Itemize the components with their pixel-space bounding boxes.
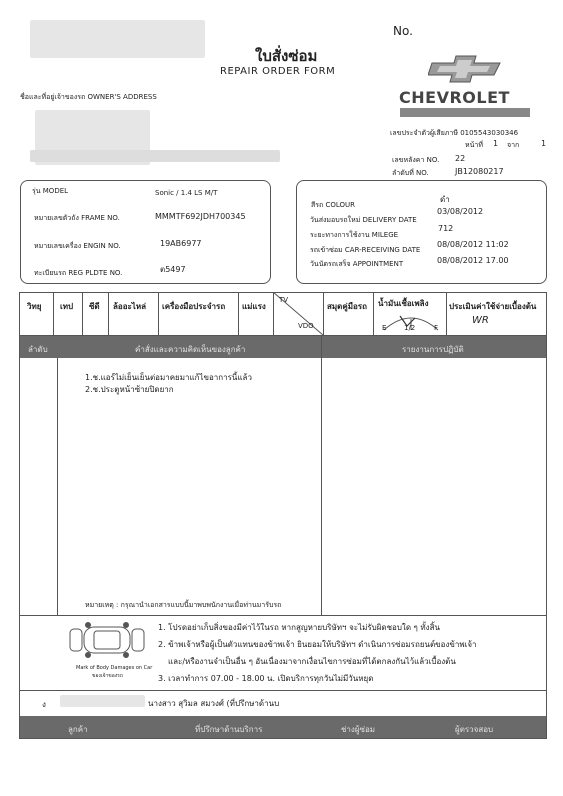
form-title-thai: ใบสั่งซ่อม bbox=[255, 47, 318, 65]
delivery-date-label: วันส่งมอบรถใหม่ DELIVERY DATE bbox=[310, 216, 417, 224]
redacted-company-header bbox=[30, 20, 205, 58]
diagram-caption-2: ของเจ้าของรถ bbox=[92, 673, 123, 679]
order-line-1: 1.ช.แอร์ไม่เย็นเย็นต่อมาคยมาแก้ไขอาการนี้แล้ว bbox=[85, 373, 252, 382]
frame-no-value: MMMTF692JDH700345 bbox=[155, 212, 246, 221]
form-title-en: REPAIR ORDER FORM bbox=[220, 66, 336, 77]
note-3: 3. เวลาทำการ 07.00 - 18.00 น. เปิดบริการทุกวันไม่มีวันหยุด bbox=[158, 674, 374, 683]
document-number-label: No. bbox=[393, 24, 413, 38]
model-label: รุ่น MODEL bbox=[32, 187, 69, 195]
col-work-report: รายงานการปฏิบัติ bbox=[402, 345, 464, 354]
table-header-band bbox=[20, 336, 546, 358]
checklist-vdo: VDO bbox=[298, 322, 314, 330]
note-2-cont: และ/หรืองานจำเป็นอื่น ๆ อันเนื่องมาจากเงื่อนไขการซ่อมที่ได้ตกลงกันไว้แล้วเบื้องต้น bbox=[168, 657, 456, 666]
owner-address-label: ชื่อและที่อยู่เจ้าของรถ OWNER'S ADDRESS bbox=[20, 93, 157, 101]
sign-service-advisor: ที่ปรึกษาด้านบริการ bbox=[195, 725, 263, 734]
fuel-empty: E bbox=[382, 324, 387, 332]
plate-no-value: ต5497 bbox=[160, 265, 186, 274]
colour-value: ดำ bbox=[440, 195, 450, 204]
checklist-tape: เทป bbox=[60, 302, 74, 311]
sequence-no-value: JB12080217 bbox=[455, 167, 504, 176]
estimate-value: WR bbox=[472, 315, 489, 326]
mileage-label: ระยะทางการใช้งาน MILEGE bbox=[310, 231, 399, 239]
fuel-label: น้ำมันเชื้อเพลิง bbox=[378, 299, 429, 308]
receiving-date-label: รถเข้าซ่อม CAR-RECEIVING DATE bbox=[310, 246, 421, 254]
checklist-tv: TV bbox=[279, 296, 289, 304]
fuel-half: 1/2 bbox=[404, 324, 416, 332]
note-1: 1. โปรดอย่าเก็บสิ่งของมีค่าไว้ในรถ หากสูญหายบริษัทฯ จะไม่รับผิดชอบใด ๆ ทั้งสิ้น bbox=[158, 623, 440, 632]
sign-technician: ช่างผู้ซ่อม bbox=[341, 725, 376, 734]
car-damage-diagram bbox=[66, 619, 148, 667]
col-customer-order: คำสั่งและความคิดเห็นของลูกค้า bbox=[135, 345, 246, 354]
sign-customer: ลูกค้า bbox=[68, 725, 88, 734]
advisor-name: นางสาว สุวิมล สมวงศ์ (ที่ปรึกษาด้านบ bbox=[148, 699, 280, 708]
redacted-signer bbox=[60, 695, 145, 707]
page-of-label: จาก bbox=[507, 141, 520, 149]
remark-text: หมายเหตุ : กรุณานำเอกสารแบบนี้มาพบพนักงานเมื่อท่านมารับรถ bbox=[85, 601, 282, 609]
note-2: 2. ข้าพเจ้าหรือผู้เป็นตัวแทนของข้าพเจ้า ยินยอมให้บริษัทฯ ดำเนินการซ่อมรถยนต์ของข้าพเจ้า bbox=[158, 640, 477, 649]
redacted-owner-phone bbox=[30, 150, 280, 162]
checklist-manual: สมุดคู่มือรถ bbox=[327, 302, 367, 311]
brand-wordmark: CHEVROLET bbox=[399, 88, 510, 107]
chevrolet-bowtie-logo bbox=[428, 54, 504, 88]
sign-inspector: ผู้ตรวจสอบ bbox=[455, 725, 494, 734]
fuel-gauge bbox=[380, 310, 442, 336]
page-total: 1 bbox=[541, 139, 547, 148]
col-sequence: ลำดับ bbox=[28, 345, 48, 354]
plate-no-label: ทะเบียนรถ REG PLDTE NO. bbox=[34, 269, 123, 277]
engine-no-value: 19AB6977 bbox=[160, 239, 202, 248]
model-value: Sonic / 1.4 LS M/T bbox=[155, 189, 218, 197]
page-number: 1 bbox=[493, 139, 499, 148]
page-label: หน้าที่ bbox=[465, 141, 483, 149]
fuel-full: F bbox=[434, 324, 439, 332]
mileage-value: 712 bbox=[438, 224, 454, 233]
dealer-name-redacted bbox=[400, 108, 530, 117]
delivery-date-value: 03/08/2012 bbox=[437, 207, 484, 216]
colour-label: สีรถ COLOUR bbox=[311, 201, 356, 209]
tax-id: เลขประจำตัวผู้เสียภาษี 0105543030346 bbox=[390, 129, 519, 137]
order-line-2: 2.ช.ประตูหน้าซ้ายปิดยาก bbox=[85, 385, 174, 394]
sequence-no-label: ลำดับที่ NO. bbox=[392, 169, 429, 177]
engine-no-label: หมายเลขเครื่อง ENGIN NO. bbox=[34, 242, 121, 250]
receiving-date-value: 08/08/2012 11:02 bbox=[437, 240, 509, 249]
checklist-jack: แม่แรง bbox=[242, 302, 266, 311]
appointment-value: 08/08/2012 17.00 bbox=[437, 256, 509, 265]
frame-no-label: หมายเลขตัวถัง FRAME NO. bbox=[34, 214, 120, 222]
estimate-label: ประเมินค่าใช้จ่ายเบื้องต้น bbox=[449, 302, 537, 311]
checklist-radio: วิทยุ bbox=[27, 302, 42, 311]
checklist-cd: ซีดี bbox=[89, 302, 100, 311]
advisor-no-value: 22 bbox=[455, 154, 466, 163]
signer-prefix: ง bbox=[42, 700, 46, 709]
checklist-toolkit: เครื่องมือประจำรถ bbox=[162, 302, 226, 311]
advisor-no-label: เลขหลังคา NO. bbox=[392, 156, 440, 164]
checklist-spare-wheel: ล้ออะไหล่ bbox=[113, 302, 147, 311]
diagram-caption-1: Mark of Body Damages on Car bbox=[76, 665, 153, 671]
appointment-label: วันนัดรถเสร็จ APPOINTMENT bbox=[310, 260, 404, 268]
